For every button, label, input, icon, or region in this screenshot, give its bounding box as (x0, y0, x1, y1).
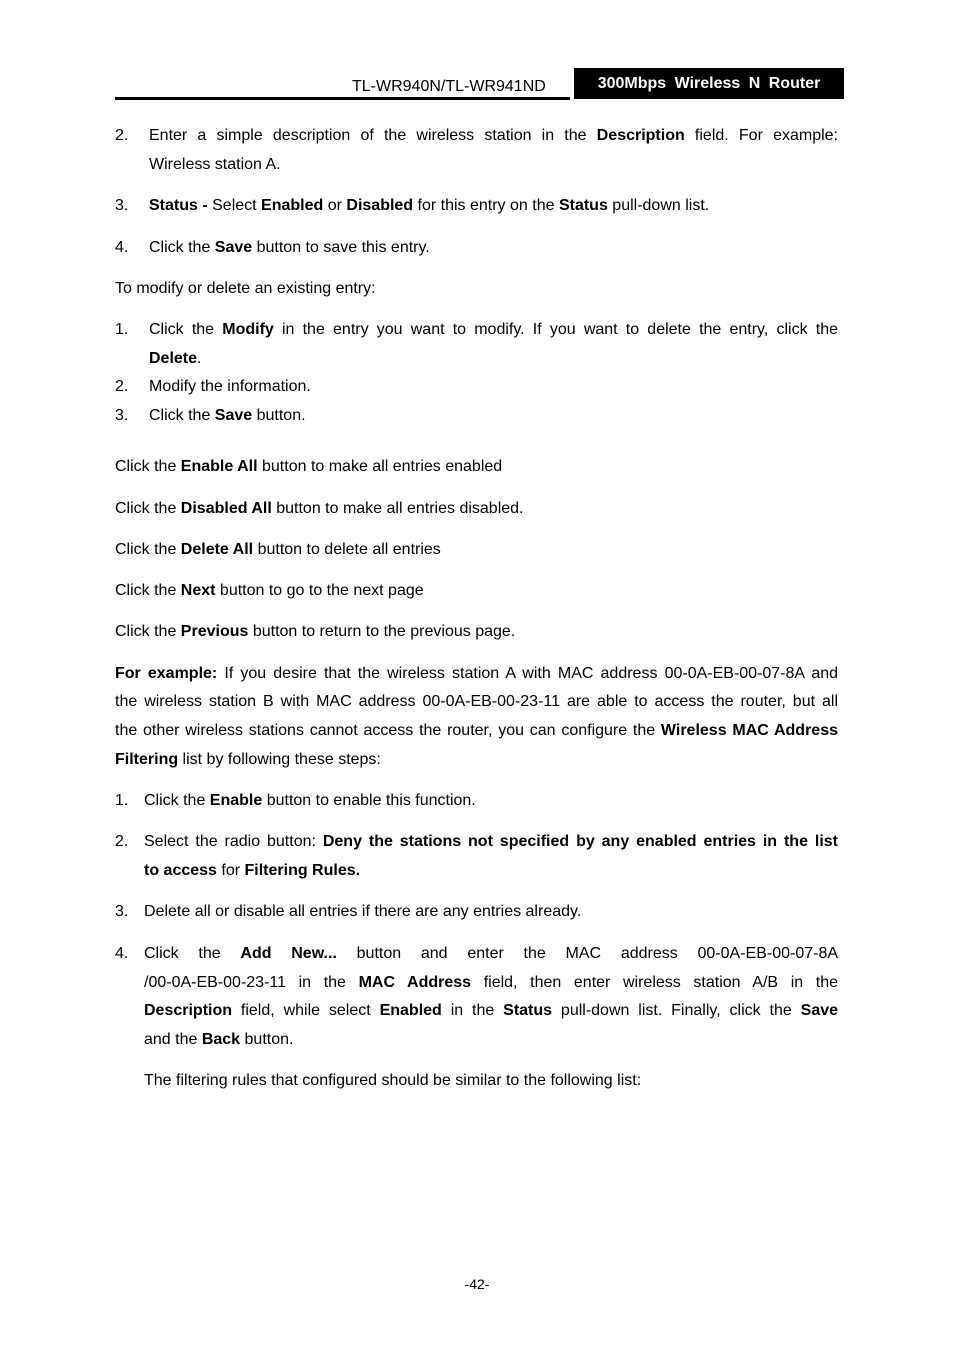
step-number: 3. (115, 407, 129, 424)
closing-text: The filtering rules that configured should be similar to the following list: (144, 1072, 642, 1089)
example-step-4-line-1: Click the Add New... button and enter the MAC address 00-0A-EB-00-07-8A (144, 945, 839, 962)
page-number: -42- (464, 1276, 490, 1292)
step-number: 2. (115, 127, 129, 144)
delete-all-description: Click the Delete All button to delete all entries (115, 541, 441, 558)
step-number: 1. (115, 792, 129, 809)
example-step-4-line-4: and the Back button. (144, 1031, 294, 1048)
step-number: 3. (115, 903, 129, 920)
example-line-1: For example: If you desire that the wireless station A with MAC address 00-0A-EB-00-07-8A and (115, 665, 839, 682)
modify-step-2: Modify the information. (149, 378, 311, 395)
header-rule (115, 97, 570, 100)
example-step-4-line-2: /00-0A-EB-00-23-11 in the MAC Address field, then enter wireless station A/B in the (144, 974, 839, 991)
step-number: 1. (115, 321, 129, 338)
enable-all-description: Click the Enable All button to make all entries enabled (115, 458, 503, 475)
modify-intro: To modify or delete an existing entry: (115, 280, 376, 297)
example-step-2-line-1: Select the radio button: Deny the stations not specified by any enabled entries in the list (144, 833, 839, 850)
disabled-all-description: Click the Disabled All button to make all entries disabled. (115, 500, 524, 517)
step-2-line-1: Enter a simple description of the wireless station in the Description field. For example: (149, 127, 838, 144)
step-3: Status - Select Enabled or Disabled for this entry on the Status pull-down list. (149, 197, 710, 214)
example-line-2: the wireless station B with MAC address 00-0A-EB-00-23-11 are able to access the router, but all (115, 693, 838, 710)
modify-step-1-line-1: Click the Modify in the entry you want to modify. If you want to delete the entry, click the (149, 321, 839, 338)
step-number: 3. (115, 197, 129, 214)
example-line-3: the other wireless stations cannot access the router, you can configure the Wireless MAC Address (115, 722, 838, 739)
model-name: TL-WR940N/TL-WR941ND (352, 78, 546, 95)
example-step-4-line-3: Description field, while select Enabled in the Status pull-down list. Finally, click the Save (144, 1002, 839, 1019)
step-2-line-2: Wireless station A. (149, 156, 281, 173)
example-step-1: Click the Enable button to enable this function. (144, 792, 476, 809)
step-number: 4. (115, 945, 129, 962)
step-4: Click the Save button to save this entry. (149, 239, 430, 256)
modify-step-1-line-2: Delete. (149, 350, 202, 367)
next-description: Click the Next button to go to the next page (115, 582, 424, 599)
example-step-3: Delete all or disable all entries if there are any entries already. (144, 903, 582, 920)
example-step-2-line-2: to access for Filtering Rules. (144, 862, 361, 879)
modify-step-3: Click the Save button. (149, 407, 306, 424)
product-banner: 300Mbps Wireless N Router (574, 68, 844, 99)
step-number: 4. (115, 239, 129, 256)
previous-description: Click the Previous button to return to the previous page. (115, 623, 516, 640)
example-line-4: Filtering list by following these steps: (115, 751, 381, 768)
step-number: 2. (115, 378, 129, 395)
step-number: 2. (115, 833, 129, 850)
